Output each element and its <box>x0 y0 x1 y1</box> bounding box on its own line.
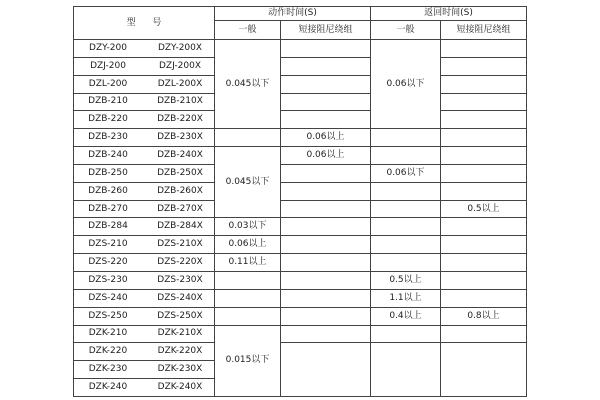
value-cell: 0.03以下 <box>215 218 281 236</box>
value-cell <box>371 182 441 200</box>
model-pair <box>74 62 214 71</box>
model-pair <box>74 329 214 338</box>
value-cell <box>215 289 281 307</box>
model-cell <box>74 129 215 147</box>
model-label: DZK-210X <box>157 328 203 339</box>
value-cell: 0.5以上 <box>441 200 527 218</box>
model-pair <box>74 276 214 285</box>
value-cell: 0.045以下 <box>215 147 281 218</box>
table-row <box>74 75 527 93</box>
model-label: DZB-284 <box>88 221 128 232</box>
header-row-groups <box>74 7 527 21</box>
value-cell <box>441 271 527 289</box>
model-cell <box>74 164 215 182</box>
table-row <box>74 164 527 182</box>
value-cell: 0.06以上 <box>281 147 371 165</box>
model-cell <box>74 57 215 75</box>
model-cell <box>74 147 215 165</box>
value-cell <box>281 182 371 200</box>
model-cell <box>74 289 215 307</box>
model-cell <box>74 361 215 379</box>
header-return-damped: 短接阻尼绕组 <box>441 21 527 40</box>
table-row <box>74 325 527 343</box>
value-cell <box>215 129 281 147</box>
value-cell <box>441 129 527 147</box>
value-cell <box>371 147 441 165</box>
value-cell: 0.015以下 <box>215 325 281 397</box>
value-cell <box>441 75 527 93</box>
value-cell <box>281 343 371 397</box>
value-cell <box>281 218 371 236</box>
model-label: DZB-260 <box>88 185 128 196</box>
value-cell <box>371 218 441 236</box>
value-cell <box>281 307 371 325</box>
value-cell <box>441 343 527 397</box>
model-label: DZK-230 <box>88 364 128 375</box>
table-row <box>74 218 527 236</box>
value-cell <box>441 182 527 200</box>
header-operate-general: 一般 <box>215 21 281 40</box>
value-cell <box>281 75 371 93</box>
model-cell <box>74 218 215 236</box>
model-label: DZB-240X <box>157 149 203 160</box>
table-row <box>74 307 527 325</box>
value-cell <box>281 57 371 75</box>
value-cell <box>371 325 441 343</box>
model-label: DZS-210X <box>157 239 203 250</box>
model-cell <box>74 379 215 397</box>
value-cell: 0.06以下 <box>371 40 441 129</box>
model-label: DZB-240 <box>88 149 128 160</box>
value-cell: 0.06以上 <box>215 236 281 254</box>
value-cell: 0.11以上 <box>215 254 281 272</box>
table-row <box>74 343 527 361</box>
model-label: DZK-210 <box>88 328 128 339</box>
spec-table-container <box>73 6 527 397</box>
value-cell <box>281 271 371 289</box>
model-cell <box>74 343 215 361</box>
model-label: DZK-230X <box>157 364 203 375</box>
value-cell <box>281 40 371 58</box>
value-cell: 0.8以上 <box>441 307 527 325</box>
value-cell: 0.06以上 <box>281 129 371 147</box>
model-label: DZS-220X <box>157 257 203 268</box>
value-cell <box>281 200 371 218</box>
model-cell <box>74 200 215 218</box>
value-cell <box>371 236 441 254</box>
value-cell <box>281 325 371 343</box>
value-cell <box>281 164 371 182</box>
model-label: DZS-220 <box>88 257 128 268</box>
value-cell <box>281 289 371 307</box>
value-cell <box>441 147 527 165</box>
model-label: DZK-240X <box>157 382 203 393</box>
value-cell <box>441 325 527 343</box>
model-pair <box>74 187 214 196</box>
spec-table <box>73 6 527 397</box>
model-label: DZB-210 <box>88 96 128 107</box>
value-cell <box>281 111 371 129</box>
model-label: DZB-284X <box>157 221 203 232</box>
model-pair <box>74 347 214 356</box>
model-pair <box>74 115 214 124</box>
value-cell: 0.4以上 <box>371 307 441 325</box>
model-pair <box>74 240 214 249</box>
header-operate-time: 动作时间(S) <box>215 7 371 21</box>
model-cell <box>74 40 215 58</box>
model-label: DZB-230X <box>157 132 203 143</box>
model-label: DZK-240 <box>88 382 128 393</box>
table-row <box>74 236 527 254</box>
header-return-time: 返回时间(S) <box>371 7 527 21</box>
model-pair <box>74 97 214 106</box>
table-row <box>74 182 527 200</box>
model-label: DZL-200 <box>88 78 128 89</box>
model-pair <box>74 312 214 321</box>
value-cell <box>371 129 441 147</box>
header-return-general: 一般 <box>371 21 441 40</box>
table-row <box>74 93 527 111</box>
model-label: DZL-200X <box>157 78 203 89</box>
value-cell <box>215 271 281 289</box>
model-pair <box>74 151 214 160</box>
model-label: DZS-240X <box>157 292 203 303</box>
model-pair <box>74 258 214 267</box>
value-cell <box>441 218 527 236</box>
table-row <box>74 147 527 165</box>
header-operate-damped: 短接阻尼绕组 <box>281 21 371 40</box>
value-cell: 1.1以上 <box>371 289 441 307</box>
model-label: DZB-210X <box>157 96 203 107</box>
model-label: DZK-220 <box>88 346 128 357</box>
value-cell: 0.06以下 <box>371 164 441 182</box>
value-cell <box>441 164 527 182</box>
model-cell <box>74 271 215 289</box>
model-pair <box>74 44 214 53</box>
table-row <box>74 271 527 289</box>
model-label: DZS-210 <box>88 239 128 250</box>
model-label: DZB-220X <box>157 114 203 125</box>
value-cell <box>281 254 371 272</box>
model-pair <box>74 294 214 303</box>
value-cell <box>281 236 371 254</box>
value-cell <box>441 57 527 75</box>
model-label: DZB-250X <box>157 167 203 178</box>
model-label: DZS-240 <box>88 292 128 303</box>
model-cell <box>74 236 215 254</box>
value-cell <box>441 254 527 272</box>
value-cell <box>371 254 441 272</box>
value-cell <box>441 111 527 129</box>
model-cell <box>74 325 215 343</box>
spec-table-body <box>74 40 527 397</box>
model-label: DZB-220 <box>88 114 128 125</box>
value-cell <box>441 236 527 254</box>
table-row <box>74 254 527 272</box>
table-row <box>74 40 527 58</box>
model-pair <box>74 222 214 231</box>
model-label: DZS-230X <box>157 274 203 285</box>
model-cell <box>74 93 215 111</box>
model-cell <box>74 75 215 93</box>
model-label: DZK-220X <box>157 346 203 357</box>
model-pair <box>74 169 214 178</box>
model-label: DZB-270 <box>88 203 128 214</box>
model-label: DZY-200X <box>157 42 203 53</box>
value-cell <box>371 200 441 218</box>
model-label: DZS-250 <box>88 310 128 321</box>
model-pair <box>74 133 214 142</box>
model-cell <box>74 254 215 272</box>
model-label: DZS-230 <box>88 274 128 285</box>
model-label: DZB-230 <box>88 132 128 143</box>
value-cell <box>441 93 527 111</box>
table-row <box>74 129 527 147</box>
model-pair <box>74 205 214 214</box>
value-cell <box>371 343 441 397</box>
value-cell <box>441 40 527 58</box>
model-label: DZJ-200X <box>158 60 202 71</box>
model-cell <box>74 182 215 200</box>
value-cell <box>281 93 371 111</box>
model-pair <box>74 365 214 374</box>
value-cell: 0.5以上 <box>371 271 441 289</box>
model-label: DZB-260X <box>157 185 203 196</box>
value-cell <box>441 289 527 307</box>
table-row <box>74 289 527 307</box>
model-pair <box>74 383 214 392</box>
value-cell: 0.045以下 <box>215 40 281 129</box>
table-row <box>74 57 527 75</box>
model-label: DZJ-200 <box>90 60 126 71</box>
model-pair <box>74 80 214 89</box>
value-cell <box>215 307 281 325</box>
table-row <box>74 111 527 129</box>
header-model: 型 号 <box>74 7 215 40</box>
model-cell <box>74 111 215 129</box>
model-cell <box>74 307 215 325</box>
model-label: DZB-250 <box>88 167 128 178</box>
model-label: DZB-270X <box>157 203 203 214</box>
table-row <box>74 200 527 218</box>
model-label: DZY-200 <box>89 42 127 53</box>
model-label: DZS-250X <box>157 310 203 321</box>
